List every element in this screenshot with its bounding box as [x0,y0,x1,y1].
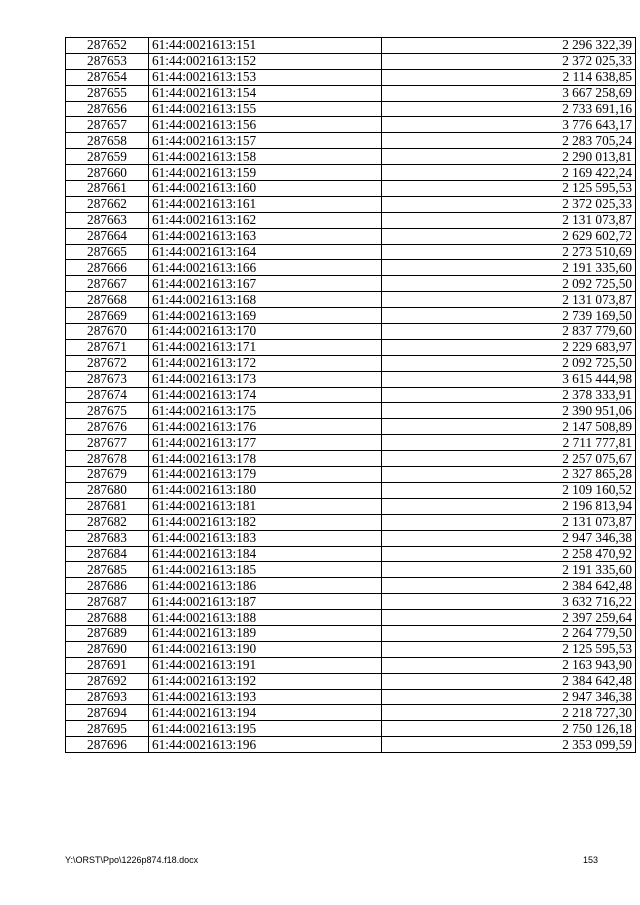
value-cell: 2 290 013,81 [382,149,636,165]
value-cell: 2 283 705,24 [382,133,636,149]
row-number-cell: 287685 [66,562,149,578]
table-row [66,482,636,498]
cadastral-number-cell: 61:44:0021613:153 [149,69,382,85]
row-number-cell: 287688 [66,610,149,626]
row-number-cell: 287659 [66,149,149,165]
row-number-cell: 287681 [66,498,149,514]
cadastral-number-cell: 61:44:0021613:178 [149,451,382,467]
table-row [66,514,636,530]
row-number-cell: 287664 [66,228,149,244]
table-row [66,308,636,324]
value-cell: 3 776 643,17 [382,117,636,133]
row-number-cell: 287662 [66,196,149,212]
row-number-cell: 287668 [66,292,149,308]
table-row [66,165,636,181]
cadastral-number-cell: 61:44:0021613:179 [149,467,382,483]
cadastral-number-cell: 61:44:0021613:175 [149,403,382,419]
value-cell: 2 196 813,94 [382,498,636,514]
value-cell: 2 390 951,06 [382,403,636,419]
row-number-cell: 287673 [66,371,149,387]
row-number-cell: 287666 [66,260,149,276]
value-cell: 2 109 160,52 [382,482,636,498]
table-row [66,451,636,467]
row-number-cell: 287658 [66,133,149,149]
row-number-cell: 287690 [66,641,149,657]
row-number-cell: 287695 [66,721,149,737]
cadastral-number-cell: 61:44:0021613:162 [149,212,382,228]
cadastral-number-cell: 61:44:0021613:177 [149,435,382,451]
table-row [66,403,636,419]
row-number-cell: 287672 [66,355,149,371]
value-cell: 2 372 025,33 [382,53,636,69]
table-row [66,705,636,721]
row-number-cell: 287671 [66,339,149,355]
table-row [66,689,636,705]
value-cell: 2 711 777,81 [382,435,636,451]
table-row [66,69,636,85]
cadastral-number-cell: 61:44:0021613:161 [149,196,382,212]
cadastral-number-cell: 61:44:0021613:196 [149,737,382,753]
table-row [66,467,636,483]
row-number-cell: 287652 [66,38,149,54]
cadastral-number-cell: 61:44:0021613:195 [149,721,382,737]
value-cell: 2 131 073,87 [382,514,636,530]
cadastral-number-cell: 61:44:0021613:168 [149,292,382,308]
cadastral-number-cell: 61:44:0021613:154 [149,85,382,101]
table-row [66,339,636,355]
cadastral-number-cell: 61:44:0021613:172 [149,355,382,371]
cadastral-number-cell: 61:44:0021613:156 [149,117,382,133]
cadastral-number-cell: 61:44:0021613:190 [149,641,382,657]
value-cell: 2 147 508,89 [382,419,636,435]
row-number-cell: 287663 [66,212,149,228]
cadastral-number-cell: 61:44:0021613:193 [149,689,382,705]
row-number-cell: 287691 [66,657,149,673]
value-cell: 2 397 259,64 [382,610,636,626]
cadastral-number-cell: 61:44:0021613:155 [149,101,382,117]
value-cell: 2 257 075,67 [382,451,636,467]
cadastral-number-cell: 61:44:0021613:192 [149,673,382,689]
table-row [66,673,636,689]
value-cell: 2 258 470,92 [382,546,636,562]
cadastral-number-cell: 61:44:0021613:151 [149,38,382,54]
row-number-cell: 287653 [66,53,149,69]
table-row [66,625,636,641]
table-row [66,181,636,197]
table-row [66,594,636,610]
cadastral-number-cell: 61:44:0021613:164 [149,244,382,260]
row-number-cell: 287696 [66,737,149,753]
table-row [66,737,636,753]
table-row [66,196,636,212]
cadastral-number-cell: 61:44:0021613:181 [149,498,382,514]
value-cell: 2 264 779,50 [382,625,636,641]
table-row [66,355,636,371]
row-number-cell: 287692 [66,673,149,689]
row-number-cell: 287655 [66,85,149,101]
cadastral-number-cell: 61:44:0021613:185 [149,562,382,578]
cadastral-number-cell: 61:44:0021613:167 [149,276,382,292]
cadastral-number-cell: 61:44:0021613:160 [149,181,382,197]
cadastral-number-cell: 61:44:0021613:183 [149,530,382,546]
cadastral-number-cell: 61:44:0021613:152 [149,53,382,69]
table-row [66,546,636,562]
cadastral-number-cell: 61:44:0021613:171 [149,339,382,355]
table-row [66,244,636,260]
table-row [66,228,636,244]
table-row [66,101,636,117]
table-row [66,578,636,594]
table-row [66,562,636,578]
value-cell: 2 131 073,87 [382,292,636,308]
table-row [66,435,636,451]
cadastral-number-cell: 61:44:0021613:174 [149,387,382,403]
value-cell: 2 947 346,38 [382,530,636,546]
value-cell: 2 837 779,60 [382,324,636,340]
row-number-cell: 287675 [66,403,149,419]
row-number-cell: 287693 [66,689,149,705]
row-number-cell: 287674 [66,387,149,403]
value-cell: 2 131 073,87 [382,212,636,228]
table-row [66,721,636,737]
row-number-cell: 287656 [66,101,149,117]
value-cell: 2 114 638,85 [382,69,636,85]
value-cell: 2 384 642,48 [382,578,636,594]
row-number-cell: 287683 [66,530,149,546]
table-body [66,38,636,753]
value-cell: 2 125 595,53 [382,641,636,657]
cadastral-number-cell: 61:44:0021613:187 [149,594,382,610]
value-cell: 2 092 725,50 [382,355,636,371]
row-number-cell: 287682 [66,514,149,530]
row-number-cell: 287676 [66,419,149,435]
row-number-cell: 287677 [66,435,149,451]
page-number: 153 [582,855,598,865]
cadastral-number-cell: 61:44:0021613:176 [149,419,382,435]
table-row [66,610,636,626]
row-number-cell: 287661 [66,181,149,197]
value-cell: 2 750 126,18 [382,721,636,737]
value-cell: 2 947 346,38 [382,689,636,705]
value-cell: 2 273 510,69 [382,244,636,260]
value-cell: 2 169 422,24 [382,165,636,181]
cadastral-number-cell: 61:44:0021613:189 [149,625,382,641]
cadastral-number-cell: 61:44:0021613:169 [149,308,382,324]
row-number-cell: 287665 [66,244,149,260]
row-number-cell: 287679 [66,467,149,483]
value-cell: 2 353 099,59 [382,737,636,753]
cadastral-number-cell: 61:44:0021613:184 [149,546,382,562]
cadastral-number-cell: 61:44:0021613:158 [149,149,382,165]
cadastral-value-table [65,37,636,753]
table-row [66,212,636,228]
cadastral-number-cell: 61:44:0021613:191 [149,657,382,673]
cadastral-number-cell: 61:44:0021613:188 [149,610,382,626]
table-row [66,53,636,69]
value-cell: 2 125 595,53 [382,181,636,197]
row-number-cell: 287689 [66,625,149,641]
value-cell: 2 092 725,50 [382,276,636,292]
table-row [66,324,636,340]
value-cell: 2 378 333,91 [382,387,636,403]
table-row [66,371,636,387]
row-number-cell: 287660 [66,165,149,181]
cadastral-number-cell: 61:44:0021613:194 [149,705,382,721]
table-row [66,530,636,546]
table-row [66,149,636,165]
cadastral-number-cell: 61:44:0021613:173 [149,371,382,387]
row-number-cell: 287669 [66,308,149,324]
cadastral-number-cell: 61:44:0021613:163 [149,228,382,244]
row-number-cell: 287686 [66,578,149,594]
row-number-cell: 287654 [66,69,149,85]
row-number-cell: 287657 [66,117,149,133]
table-row [66,38,636,54]
table-row [66,387,636,403]
row-number-cell: 287684 [66,546,149,562]
table-row [66,292,636,308]
cadastral-number-cell: 61:44:0021613:157 [149,133,382,149]
table-row [66,260,636,276]
table-row [66,498,636,514]
value-cell: 2 191 335,60 [382,260,636,276]
value-cell: 2 229 683,97 [382,339,636,355]
footer-file-path: Y:\ORST\Ppo\1226p874.f18.docx [65,855,199,865]
cadastral-number-cell: 61:44:0021613:180 [149,482,382,498]
row-number-cell: 287670 [66,324,149,340]
cadastral-number-cell: 61:44:0021613:166 [149,260,382,276]
table-row [66,419,636,435]
value-cell: 2 218 727,30 [382,705,636,721]
value-cell: 2 739 169,50 [382,308,636,324]
cadastral-number-cell: 61:44:0021613:159 [149,165,382,181]
row-number-cell: 287667 [66,276,149,292]
row-number-cell: 287687 [66,594,149,610]
row-number-cell: 287694 [66,705,149,721]
value-cell: 2 296 322,39 [382,38,636,54]
value-cell: 2 191 335,60 [382,562,636,578]
table-row [66,657,636,673]
value-cell: 2 733 691,16 [382,101,636,117]
value-cell: 2 327 865,28 [382,467,636,483]
value-cell: 2 384 642,48 [382,673,636,689]
value-cell: 3 615 444,98 [382,371,636,387]
table-row [66,276,636,292]
row-number-cell: 287680 [66,482,149,498]
table-row [66,85,636,101]
cadastral-number-cell: 61:44:0021613:182 [149,514,382,530]
cadastral-number-cell: 61:44:0021613:170 [149,324,382,340]
table-row [66,133,636,149]
row-number-cell: 287678 [66,451,149,467]
value-cell: 3 632 716,22 [382,594,636,610]
table-row [66,117,636,133]
value-cell: 2 163 943,90 [382,657,636,673]
value-cell: 2 372 025,33 [382,196,636,212]
cadastral-number-cell: 61:44:0021613:186 [149,578,382,594]
value-cell: 2 629 602,72 [382,228,636,244]
value-cell: 3 667 258,69 [382,85,636,101]
table-row [66,641,636,657]
